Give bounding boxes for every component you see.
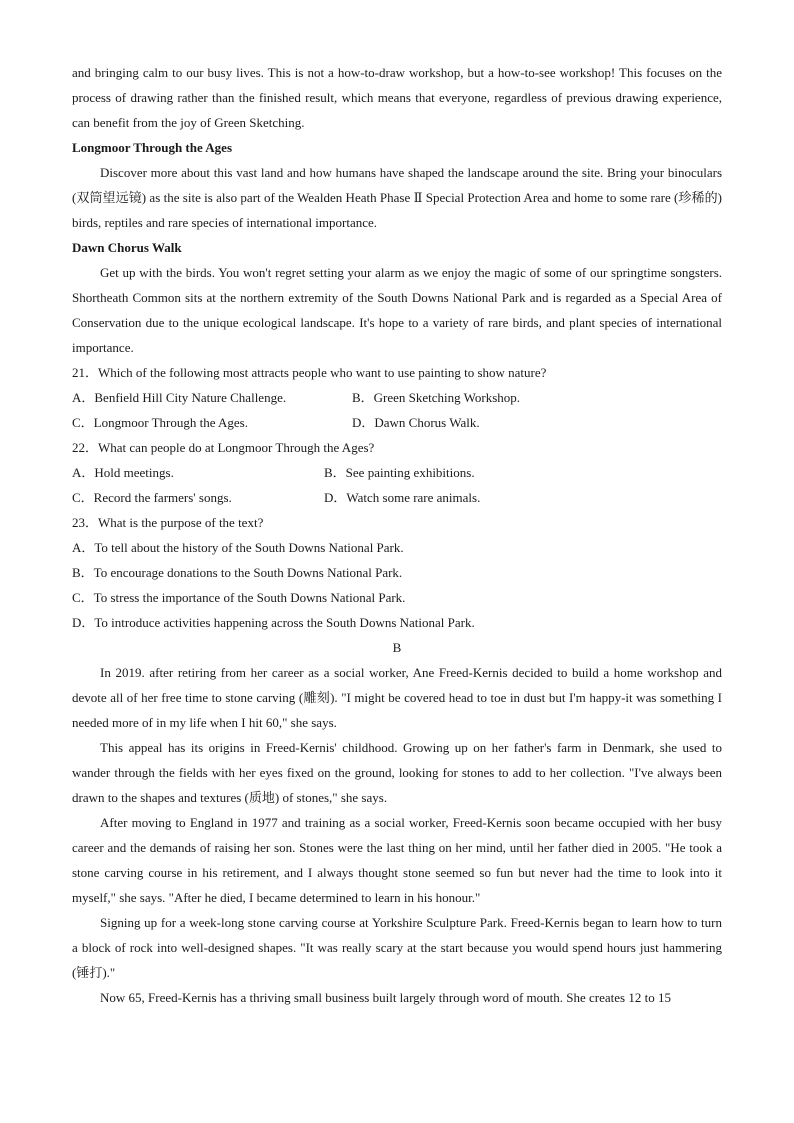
passage-b-paragraph: After moving to England in 1977 and training as a social worker, Freed-Kernis soon became occupied with her busy career and the demands of raising her son. Stones were the last thing on her mind, until her father died in 2005. "He took a stone carving course in his retirement, and I always thought stone seemed so fun but never had the time to look into it myself," she says. "After he died, I became determined to learn in his honour." — [72, 815, 722, 905]
question-23-option-b[interactable]: B．To encourage donations to the South Downs National Park. — [72, 565, 403, 580]
intro-paragraph: and bringing calm to our busy lives. This is not a how-to-draw workshop, but a how-to-see workshop! This focuses on the process of drawing rather than the finished result, which means that everyone, regardless of previous drawing experience, can benefit from the joy of Green Sketching. — [72, 65, 722, 130]
passage-b-paragraph: Now 65, Freed-Kernis has a thriving small business built largely through word of mouth. She creates 12 to 15 — [100, 990, 671, 1005]
question-22-option-c[interactable]: C．Record the farmers' songs. — [72, 490, 232, 505]
question-21-options-row-2 — [72, 410, 722, 435]
section-title-dawn-chorus: Dawn Chorus Walk — [72, 240, 182, 255]
document-page — [72, 60, 722, 1010]
question-23-stem: 23．What is the purpose of the text? — [72, 515, 264, 530]
section-body-longmoor: Discover more about this vast land and how humans have shaped the landscape around the site. Bring your binoculars (双筒望远镜) as the site is also part of the Wealden Heath Phase Ⅱ Special Protection Area and home to some rare (珍稀的) birds, reptiles and rare species of international importance. — [72, 165, 722, 230]
section-body-dawn-chorus: Get up with the birds. You won't regret setting your alarm as we enjoy the magic of some of our springtime songsters. Shortheath Common sits at the northern extremity of the South Downs National Park and is regarded as a Special Area of Conservation due to the unique ecological landscape. It's hope to a variety of rare birds, and plant species of international importance. — [72, 265, 722, 355]
question-21-stem: 21．Which of the following most attracts people who want to use painting to show nature? — [72, 365, 547, 380]
passage-b-label: B — [392, 640, 402, 655]
question-21-option-a[interactable]: A．Benfield Hill City Nature Challenge. — [72, 390, 287, 405]
question-21-option-c[interactable]: C．Longmoor Through the Ages. — [72, 415, 248, 430]
question-22-option-a[interactable]: A．Hold meetings. — [72, 465, 174, 480]
section-title-longmoor: Longmoor Through the Ages — [72, 140, 233, 155]
question-22-option-d[interactable]: D．Watch some rare animals. — [324, 490, 481, 505]
question-23-option-c[interactable]: C．To stress the importance of the South Downs National Park. — [72, 590, 406, 605]
question-23-option-a[interactable]: A．To tell about the history of the South Downs National Park. — [72, 540, 404, 555]
passage-b-paragraph: Signing up for a week-long stone carving course at Yorkshire Sculpture Park. Freed-Kernis began to learn how to turn a block of rock into well-designed shapes. "It was really scary at the start because you would spend hours just hammering (锤打)." — [72, 915, 722, 980]
question-22-options-row-2 — [72, 485, 722, 510]
question-21-option-b[interactable]: B．Green Sketching Workshop. — [352, 390, 521, 405]
question-22-stem: 22．What can people do at Longmoor Through the Ages? — [72, 440, 375, 455]
passage-b-paragraph: This appeal has its origins in Freed-Kernis' childhood. Growing up on her father's farm in Denmark, she used to wander through the fields with her eyes fixed on the ground, looking for stones to add to her collection. "I've always been drawn to the shapes and textures (质地) of stones," she says. — [72, 740, 722, 805]
question-22-options-row-1 — [72, 460, 722, 485]
question-21-option-d[interactable]: D．Dawn Chorus Walk. — [352, 415, 480, 430]
passage-b-paragraph: In 2019. after retiring from her career as a social worker, Ane Freed-Kernis decided to build a home workshop and devote all of her free time to stone carving (雕刻). "I might be covered head to toe in dust but I'm happy-it was something I needed more of in my life when I hit 60," she says. — [72, 665, 722, 730]
question-22-option-b[interactable]: B．See painting exhibitions. — [324, 465, 475, 480]
question-21-options-row-1 — [72, 385, 722, 410]
question-23-option-d[interactable]: D．To introduce activities happening across the South Downs National Park. — [72, 615, 475, 630]
